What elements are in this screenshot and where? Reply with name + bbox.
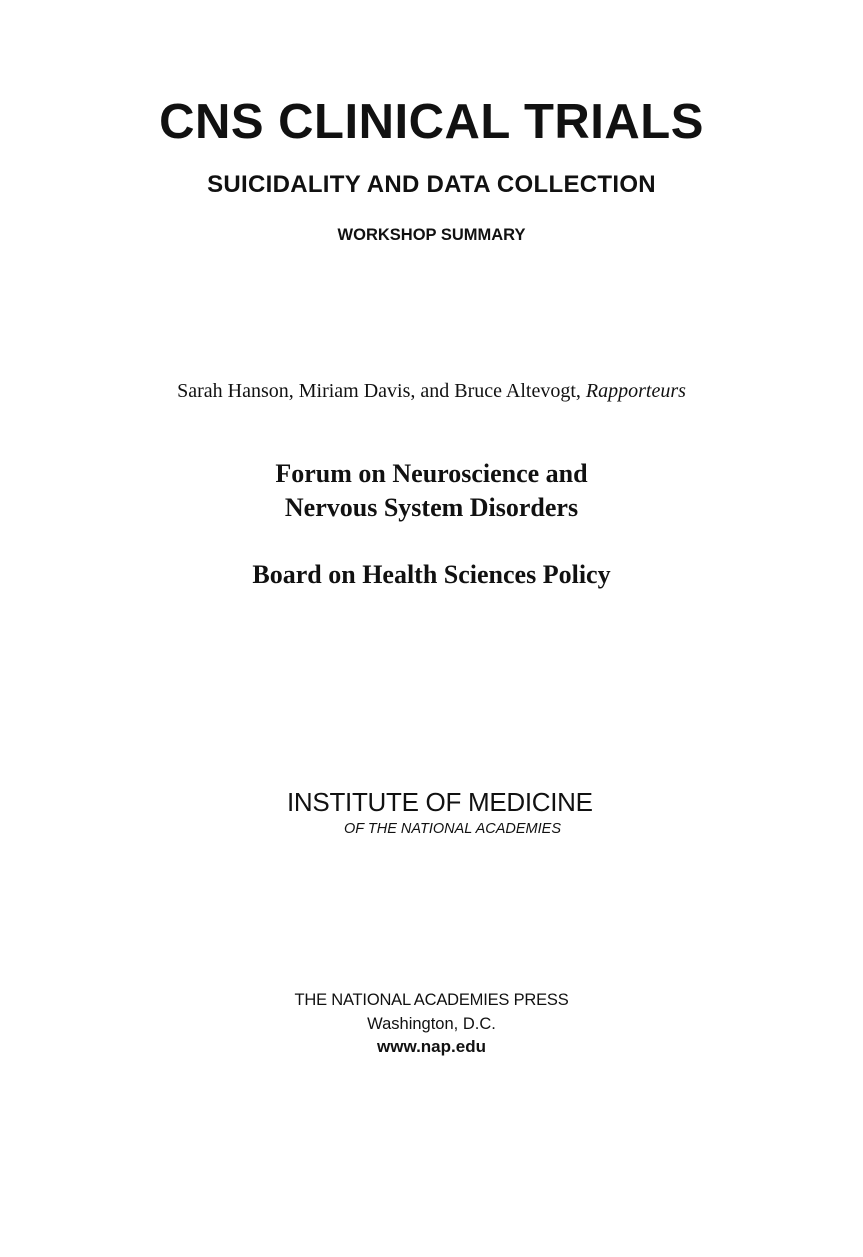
forum-name [0, 457, 863, 525]
authors-role: Rapporteurs [585, 380, 686, 402]
book-title: CNS CLINICAL TRIALS [159, 95, 704, 149]
book-subtitle: SUICIDALITY AND DATA COLLECTION [207, 171, 656, 198]
board-name: Board on Health Sciences Policy [252, 560, 611, 589]
institute-name: INSTITUTE OF MEDICINE [287, 787, 593, 817]
author-names: Sarah Hanson, Miriam Davis, and Bruce Altevogt, [177, 380, 581, 402]
document-type: WORKSHOP SUMMARY [337, 226, 526, 244]
authors-line [0, 378, 863, 404]
publisher-url[interactable]: www.nap.edu [377, 1037, 486, 1056]
publisher-name: THE NATIONAL ACADEMIES PRESS [294, 991, 569, 1009]
institute-subtitle: OF THE NATIONAL ACADEMIES [344, 821, 562, 837]
publisher-city: Washington, D.C. [367, 1015, 496, 1033]
forum-name-line-1: Forum on Neuroscience and [275, 459, 588, 488]
forum-name-line-2: Nervous System Disorders [284, 493, 579, 522]
institute-logo [287, 786, 593, 837]
